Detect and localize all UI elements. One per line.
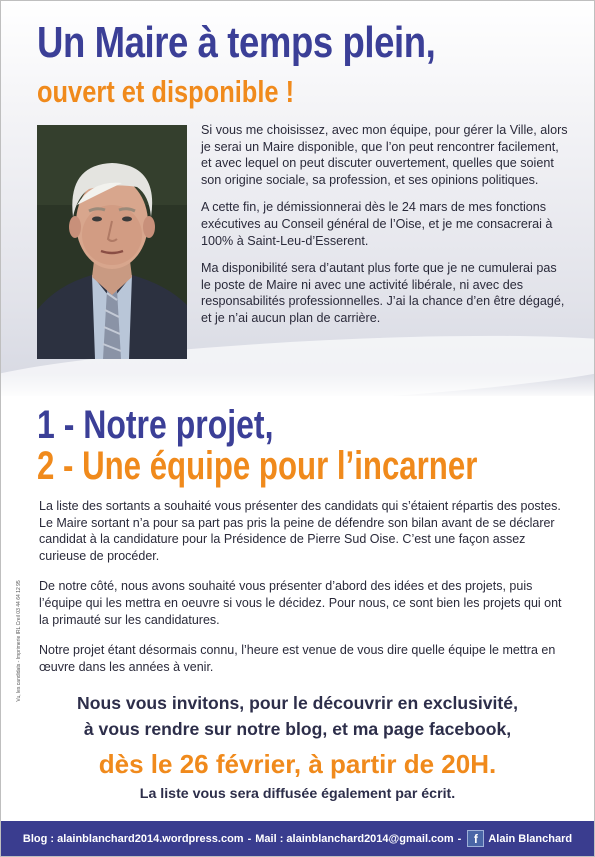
- statement-paragraph: A cette fin, je démissionnerai dès le 24 mars de mes fonctions exécutives au Conseil général de l’Oise, et je me consacrerai à 100% à Saint-Leu-d’Esserent.: [201, 200, 553, 248]
- candidate-statement: [201, 122, 569, 338]
- body-paragraph: De notre côté, nous avons souhaité vous présenter d’abord des idées et des projets, puis l’équipe qui les mettra en oeuvre si vous le décidez. Pour nous, ce sont bien les projets qui ont la primauté sur les candidatures.: [39, 579, 562, 627]
- statement-paragraph: Si vous me choisissez, avec mon équipe, pour gérer la Ville, alors je serai un Maire disponible, que l’on peut rencontrer facilement, et avec lequel on peut discuter ouvertement, quelles que soient son origine sociale, sa profession, et ses opinions politiques.: [201, 123, 568, 187]
- invitation-footnote: La liste vous sera diffusée également par écrit.: [139, 786, 456, 802]
- invitation-line-1: Nous vous invitons, pour le découvrir en exclusivité,: [77, 693, 518, 713]
- footer-separator: -: [247, 832, 252, 845]
- event-date-line: dès le 26 février, à partir de 20H.: [98, 749, 497, 779]
- section-body: [39, 498, 567, 689]
- section-heading-team: 2 - Une équipe pour l’incarner: [37, 444, 478, 488]
- page-subtitle: ouvert et disponible !: [37, 74, 295, 109]
- footer-separator: -: [457, 832, 462, 845]
- print-notice: [15, 581, 23, 701]
- facebook-icon[interactable]: f: [467, 830, 484, 847]
- section-heading-project: 1 - Notre projet,: [37, 403, 274, 447]
- print-notice-text: Vu, les candidats - Imprimerie IRL Creil 03 44 64 12 95: [16, 580, 22, 702]
- candidate-portrait: [37, 125, 187, 359]
- statement-paragraph: Ma disponibilité sera d’autant plus forte que je ne cumulerai pas le poste de Maire ni avec une activité libérale, ni avec des responsabilités professionnelles. J’ai la chance d’en être dégagé, et je n’ai aucun plan de carrière.: [201, 261, 565, 325]
- mail-link[interactable]: Mail : alainblanchard2014@gmail.com: [255, 832, 454, 845]
- body-paragraph: La liste des sortants a souhaité vous présenter des candidats qui s’étaient répartis des postes. Le Maire sortant n’a pour sa part pas pris la peine de défendre son bilan avant de se déclarer candidat à la candidature pour la Présidence de Pierre Sud Oise. C’est une façon assez curieuse de procéder.: [39, 499, 561, 563]
- body-paragraph: Notre projet étant désormais connu, l’heure est venue de vous dire quelle équipe le mettra en œuvre dans les années à venir.: [39, 643, 556, 674]
- top-fade: [1, 373, 594, 399]
- portrait-illustration: [37, 125, 187, 359]
- invitation-line-2: à vous rendre sur notre blog, et ma page facebook,: [83, 719, 512, 739]
- blog-link[interactable]: Blog : alainblanchard2014.wordpress.com: [22, 832, 244, 845]
- contact-footer: [1, 821, 594, 856]
- page-title: Un Maire à temps plein,: [37, 18, 436, 67]
- facebook-page-link[interactable]: Alain Blanchard: [488, 832, 573, 845]
